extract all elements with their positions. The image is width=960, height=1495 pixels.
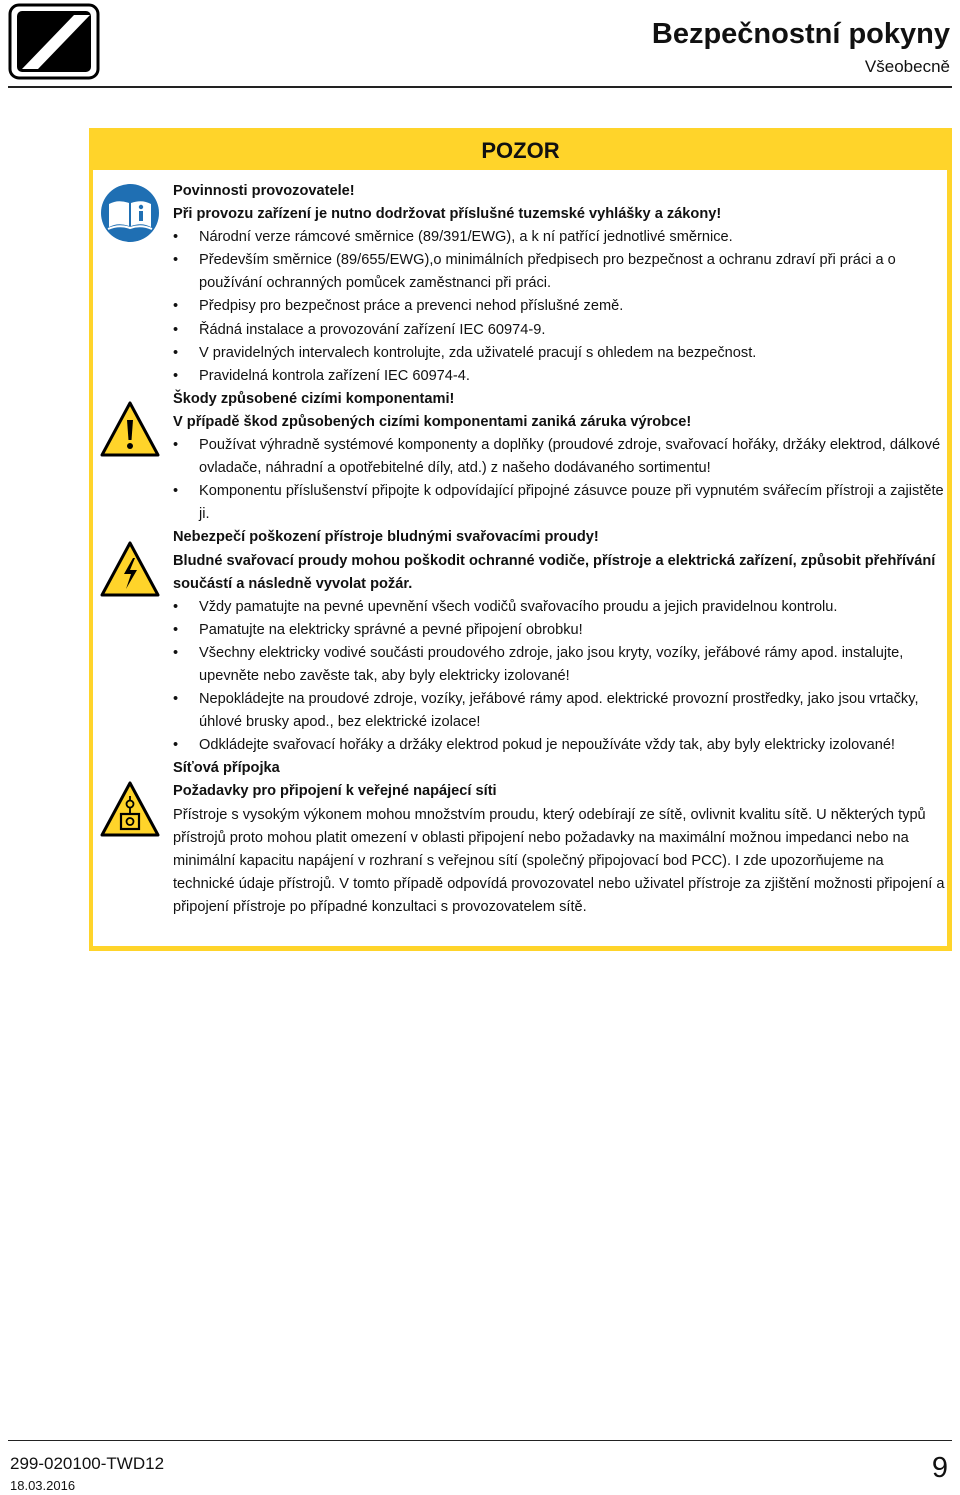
- electric-hazard-icon: [100, 540, 160, 600]
- page-subtitle: Všeobecně: [864, 57, 950, 76]
- warning-exclamation-icon: [100, 400, 160, 460]
- panel-heading: POZOR: [481, 138, 560, 163]
- list-item: • V pravidelných intervalech kontrolujte, zda uživatelé pracují s ohledem na bezpečnost.: [173, 342, 945, 365]
- mains-body: Přístroje s vysokým výkonem mohou množstvím proudu, který odebírají ze sítě, ovlivnit kvalitu sítě. U některých typů přístrojů proto mohou platit omezení v oblasti připojení nebo požadavky na maximální možnou impedanci nebo na minimální kapacitu napájení v rozhraní s veřejnou sítí (společný připojovací bod PCC). I zde upozorňujeme na technické údaje přístrojů. V tomto případě odpovídá provozovatel nebo uživatel přístroje za zjištění možnosti připojení a připojení přístroje po případné konzultaci s provozovatelem sítě.: [173, 806, 945, 915]
- mains-connection-icon: [100, 780, 160, 840]
- list-item: • Především směrnice (89/655/EWG),o minimálních předpisech pro bezpečnost a ochranu zdraví při práci a o používání ochranných pomůcek zaměstnanci při práci.: [173, 249, 945, 295]
- list-item: • Všechny elektricky vodivé součásti proudového zdroje, jako jsou kryty, vozíky, jeřábové rámy apod. instalujte, upevněte nebo zavěste tak, aby byly elektricky izolované!: [173, 642, 945, 688]
- document-date: 18.03.2016: [10, 1478, 76, 1493]
- page-title: Bezpečnostní pokyny: [651, 18, 950, 50]
- operator-subtitle: Při provozu zařízení je nutno dodržovat příslušné tuzemské vyhlášky a zákony!: [173, 206, 722, 223]
- list-item: • Používat výhradně systémové komponenty a doplňky (proudové zdroje, svařovací hořáky, držáky elektrod, dálkové ovladače, náhradní a opotřebitelné díly, atd.) z našeho dodávaného sortimentu!: [173, 434, 945, 480]
- stray-title: Nebezpečí poškození přístroje bludnými svařovacími proudy!: [173, 529, 599, 546]
- foreign-list: [173, 434, 945, 526]
- ewm-logo-icon: [8, 3, 100, 80]
- list-item: • Národní verze rámcové směrnice (89/391/EWG), a k ní patřící jednotlivé směrnice.: [173, 226, 945, 249]
- list-item: • Vždy pamatujte na pevné upevnění všech vodičů svařovacího proudu a jejich pravidelnou kontrolu.: [173, 596, 945, 619]
- stray-list: [173, 596, 945, 758]
- foreign-subtitle: V případě škod způsobených cizími komponentami zaniká záruka výrobce!: [173, 413, 692, 430]
- panel-content: [173, 180, 945, 919]
- stray-subtitle: Bludné svařovací proudy mohou poškodit ochranné vodiče, přístroje a elektrická zařízení, způsobit přehřívání součástí a následně vyvolat požár.: [173, 552, 936, 592]
- page-number: 9: [931, 1452, 948, 1484]
- operator-list: [173, 226, 945, 388]
- list-item: • Řádná instalace a provozování zařízení IEC 60974-9.: [173, 319, 945, 342]
- header-divider: [8, 86, 952, 88]
- list-item: • Předpisy pro bezpečnost práce a prevenci nehod příslušné země.: [173, 295, 945, 318]
- list-item: • Odkládejte svařovací hořáky a držáky elektrod pokud je nepoužíváte vždy tak, aby byly elektricky izolované!: [173, 734, 945, 757]
- list-item: • Komponentu příslušenství připojte k odpovídající připojné zásuvce pouze při vypnutém svářecím přístroji a zajistěte ji.: [173, 480, 945, 526]
- operator-title: Povinnosti provozovatele!: [173, 183, 355, 199]
- list-item: • Pamatujte na elektricky správné a pevné připojení obrobku!: [173, 619, 945, 642]
- mains-subtitle: Požadavky pro připojení k veřejné napájecí síti: [173, 783, 497, 800]
- document-code: 299-020100-TWD12: [10, 1454, 165, 1473]
- list-item: • Nepokládejte na proudové zdroje, vozíky, jeřábové rámy apod. elektrické provozní prostředky, jako jsou vrtačky, úhlové brusky apod., bez elektrické izolace!: [173, 688, 945, 734]
- footer-divider: [8, 1440, 952, 1441]
- list-item: • Pravidelná kontrola zařízení IEC 60974-4.: [173, 365, 945, 388]
- mains-title: Síťová přípojka: [173, 760, 280, 777]
- foreign-title: Škody způsobené cizími komponentami!: [173, 390, 455, 407]
- manual-info-icon: [100, 183, 160, 243]
